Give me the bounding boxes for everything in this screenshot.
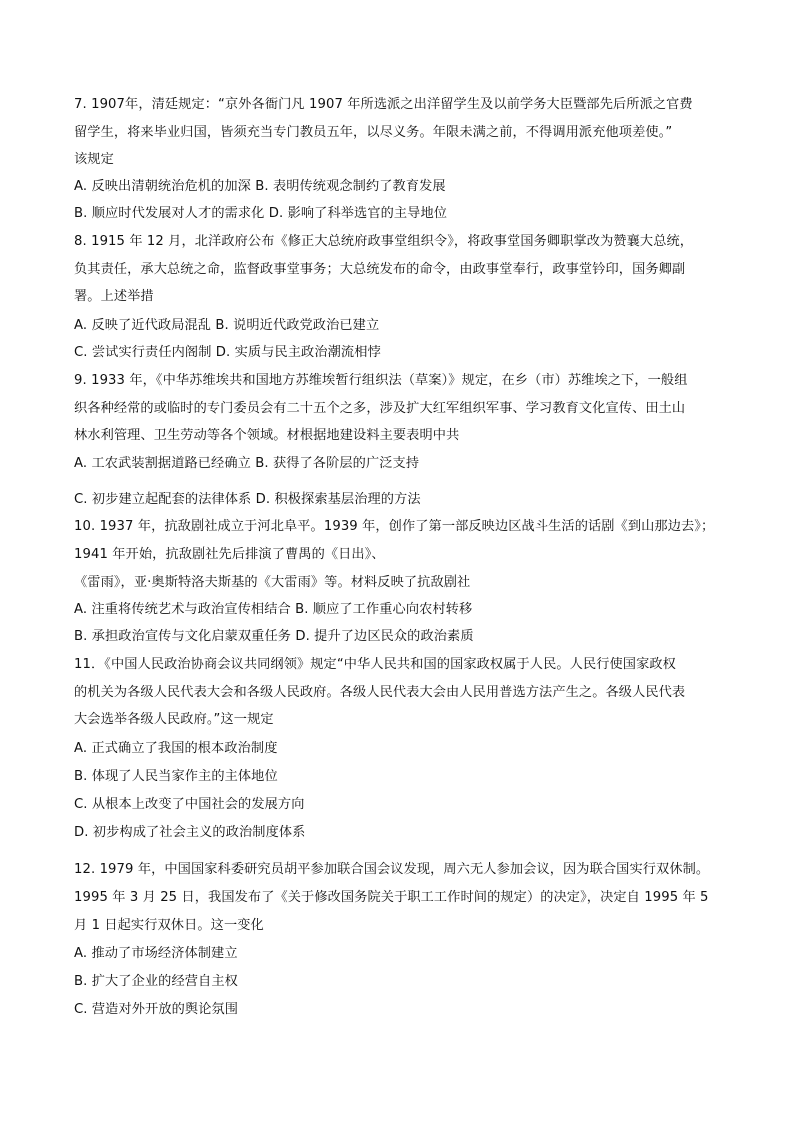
q11-stem-line-3: 大会选举各级人民政府。”这一规定 (74, 712, 274, 727)
q12-stem-line-1: 12. 1979 年，中国国家科委研究员胡平参加联合国会议发现，周六无人参加会议，因为联合国实行双休制。 (74, 862, 710, 877)
q9-stem-line-2: 织各种经常的或临时的专门委员会有二十五个之多，涉及扩大红军组织军事、学习教育文化宣传、田土山 (74, 401, 686, 416)
q12-stem-line-2: 1995 年 3 月 25 日，我国发布了《关于修改国务院关于职工工作时间的规定）的决定》，决定自 1995 年 5 (74, 890, 709, 905)
q10-stem-line-2: 1941 年开始，抗敌剧社先后排演了曹禺的《日出》、 (74, 547, 385, 562)
q11-option-c: C. 从根本上改变了中国社会的发展方向 (74, 797, 305, 812)
q9-options-line-1: A. 工农武装割据道路已经确立 B. 获得了各阶层的广泛支持 (74, 456, 420, 471)
q7-stem-line-1: 7. 1907年，清廷规定：“京外各衙门凡 1907 年所选派之出洋留学生及以前学务大臣暨部先后所派之官费 (74, 97, 693, 112)
q7-options-line-1: A. 反映出清朝统治危机的加深 B. 表明传统观念制约了教育发展 (74, 179, 446, 194)
q8-stem-line-2: 负其责任，承大总统之命，监督政事堂事务；大总统发布的命令，由政事堂奉行，政事堂钤印，国务卿副 (74, 262, 686, 277)
q10-options-line-1: A. 注重将传统艺术与政治宣传相结合 B. 顺应了工作重心向农村转移 (74, 602, 473, 617)
q12-stem-line-3: 月 1 日起实行双休日。这一变化 (74, 918, 264, 933)
q10-stem-line-3: 《雷雨》，亚·奥斯特洛夫斯基的《大雷雨》等。材料反映了抗敌剧社 (74, 575, 471, 590)
q7-stem-line-2: 留学生，将来毕业归国，皆须充当专门教员五年，以尽义务。年限未满之前，不得调用派充他项差使。” (74, 125, 673, 140)
q10-options-line-2: B. 承担政治宣传与文化启蒙双重任务 D. 提升了边区民众的政治素质 (74, 629, 474, 644)
q8-stem-line-1: 8. 1915 年 12 月，北洋政府公布《修正大总统府政事堂组织令》，将政事堂国务卿职掌改为赞襄大总统， (74, 234, 694, 249)
q8-stem-line-3: 署。上述举措 (74, 289, 154, 304)
q9-options-line-2: C. 初步建立起配套的法律体系 D. 积极探索基层治理的方法 (74, 492, 421, 507)
q11-option-a: A. 正式确立了我国的根本政治制度 (74, 741, 278, 756)
q9-stem-line-3: 林水利管理、卫生劳动等各个领域。材根据地建设料主要表明中共 (74, 428, 460, 443)
q12-option-c: C. 营造对外开放的舆论氛围 (74, 1002, 239, 1017)
q8-options-line-2: C. 尝试实行责任内阁制 D. 实质与民主政治潮流相悖 (74, 345, 381, 360)
q8-options-line-1: A. 反映了近代政局混乱 B. 说明近代政党政治已建立 (74, 318, 380, 333)
q9-stem-line-1: 9. 1933 年，《中华苏维埃共和国地方苏维埃暂行组织法（草案）》规定，在乡（市）苏维埃之下，一般组 (74, 373, 688, 388)
q7-stem-line-3: 该规定 (74, 152, 114, 167)
q11-stem-line-1: 11．《中国人民政治协商会议共同纲领》规定“中华人民共和国的国家政权属于人民。人民行使国家政权 (74, 657, 676, 672)
q12-option-a: A. 推动了市场经济体制建立 (74, 946, 238, 961)
q11-option-d: D. 初步构成了社会主义的政治制度体系 (74, 825, 306, 840)
q11-stem-line-2: 的机关为各级人民代表大会和各级人民政府。各级人民代表大会由人民用普选方法产生之。各级人民代表 (74, 685, 686, 700)
q10-stem-line-1: 10. 1937 年，抗敌剧社成立于河北阜平。1939 年，创作了第一部反映边区战斗生活的话剧《到山那边去》； (74, 519, 715, 534)
q11-option-b: B. 体现了人民当家作主的主体地位 (74, 769, 278, 784)
q7-options-line-2: B. 顺应时代发展对人才的需求化 D. 影响了科举选官的主导地位 (74, 206, 448, 221)
q12-option-b: B. 扩大了企业的经营自主权 (74, 974, 238, 989)
